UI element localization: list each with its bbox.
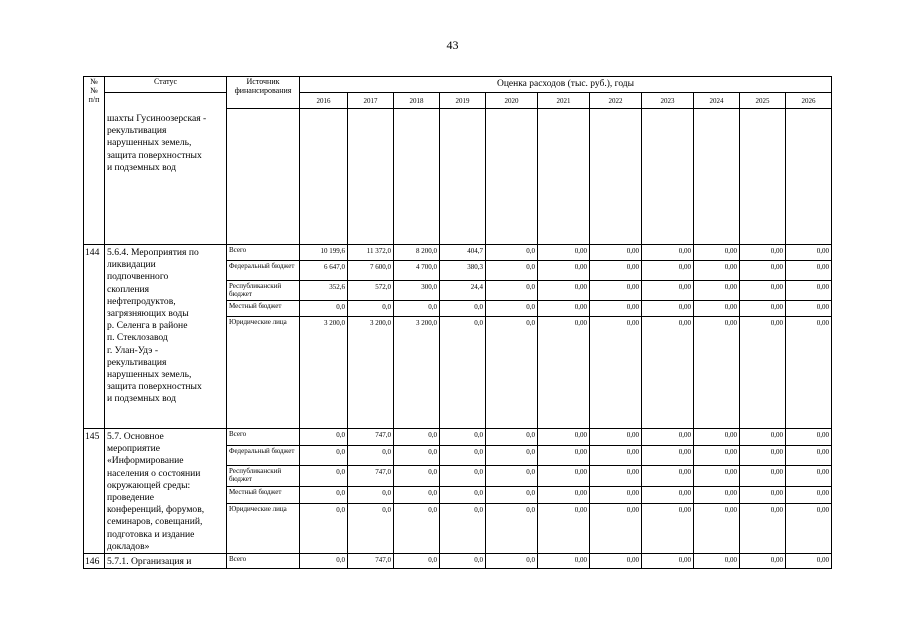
amount-cell: 0,00 xyxy=(786,429,832,446)
amount-cell: 747,0 xyxy=(348,466,394,487)
amount-cell: 0,00 xyxy=(740,466,786,487)
row-number: 145 xyxy=(84,429,105,554)
header-col-status: Статус xyxy=(105,77,227,93)
amount-cell: 0,0 xyxy=(486,317,538,429)
year-header: 2018 xyxy=(394,93,440,109)
source-label: Всего xyxy=(227,245,300,261)
amount-cell: 10 199,6 xyxy=(300,245,348,261)
amount-cell: 0,00 xyxy=(538,429,590,446)
amount-cell: 0,0 xyxy=(300,429,348,446)
amount-cell: 0,0 xyxy=(440,466,486,487)
amount-cell: 3 200,0 xyxy=(348,317,394,429)
source-label: Федеральный бюджет xyxy=(227,261,300,281)
amount-cell: 0,00 xyxy=(590,245,642,261)
amount-cell: 0,00 xyxy=(642,429,694,446)
amount-cell: 300,0 xyxy=(394,281,440,301)
year-header: 2024 xyxy=(694,93,740,109)
amount-cell: 0,0 xyxy=(440,429,486,446)
amount-cell: 0,00 xyxy=(740,445,786,466)
amount-cell: 0,00 xyxy=(694,503,740,553)
empty-cell xyxy=(694,109,740,245)
amount-cell: 0,0 xyxy=(486,487,538,504)
year-header: 2026 xyxy=(786,93,832,109)
status-cell-continued xyxy=(105,93,227,245)
amount-cell: 572,0 xyxy=(348,281,394,301)
amount-cell: 0,00 xyxy=(740,281,786,301)
amount-cell: 0,00 xyxy=(538,487,590,504)
amount-cell: 0,00 xyxy=(740,245,786,261)
amount-cell: 0,0 xyxy=(394,301,440,317)
amount-cell: 0,00 xyxy=(590,261,642,281)
amount-cell: 0,0 xyxy=(394,466,440,487)
amount-cell: 0,00 xyxy=(786,301,832,317)
empty-cell xyxy=(786,109,832,245)
header-row-1 xyxy=(84,77,832,93)
amount-cell: 0,00 xyxy=(694,317,740,429)
amount-cell: 0,0 xyxy=(300,554,348,569)
amount-cell: 404,7 xyxy=(440,245,486,261)
amount-cell: 0,00 xyxy=(740,554,786,569)
header-col-source: Источник финансирования xyxy=(227,77,300,109)
amount-cell: 0,00 xyxy=(590,466,642,487)
amount-cell: 0,00 xyxy=(538,245,590,261)
amount-cell: 0,00 xyxy=(740,261,786,281)
amount-cell: 0,00 xyxy=(694,554,740,569)
amount-cell: 0,0 xyxy=(348,487,394,504)
amount-cell: 0,00 xyxy=(538,301,590,317)
amount-cell: 0,00 xyxy=(538,261,590,281)
amount-cell: 0,00 xyxy=(694,445,740,466)
amount-cell: 0,00 xyxy=(786,261,832,281)
amount-cell: 24,4 xyxy=(440,281,486,301)
amount-cell: 0,00 xyxy=(642,317,694,429)
amount-cell: 0,00 xyxy=(740,317,786,429)
table-row xyxy=(84,554,832,569)
amount-cell: 0,00 xyxy=(786,487,832,504)
year-header: 2023 xyxy=(642,93,694,109)
source-label: Республиканский бюджет xyxy=(227,466,300,487)
amount-cell: 0,0 xyxy=(348,503,394,553)
amount-cell: 0,00 xyxy=(786,554,832,569)
amount-cell: 0,00 xyxy=(642,466,694,487)
row-status: 5.6.4. Мероприятия по ликвидации подпочвенного скопления нефтепродуктов, загрязняющих воды р. Селенга в районе п. Стеклозавод г. Улан-Удэ - рекультивация нарушенных земель, защита поверхностных и подземных вод xyxy=(105,245,227,429)
source-label: Республиканский бюджет xyxy=(227,281,300,301)
year-header: 2020 xyxy=(486,93,538,109)
amount-cell: 0,00 xyxy=(642,245,694,261)
empty-cell xyxy=(440,109,486,245)
row-number: 146 xyxy=(84,554,105,569)
empty-cell xyxy=(538,109,590,245)
amount-cell: 747,0 xyxy=(348,554,394,569)
amount-cell: 0,0 xyxy=(300,466,348,487)
amount-cell: 0,0 xyxy=(300,445,348,466)
amount-cell: 0,00 xyxy=(538,445,590,466)
amount-cell: 0,00 xyxy=(538,503,590,553)
year-header: 2016 xyxy=(300,93,348,109)
row-number: 144 xyxy=(84,245,105,429)
amount-cell: 0,00 xyxy=(642,261,694,281)
empty-cell xyxy=(300,109,348,245)
amount-cell: 0,0 xyxy=(486,261,538,281)
amount-cell: 0,0 xyxy=(486,554,538,569)
amount-cell: 0,0 xyxy=(348,301,394,317)
amount-cell: 0,00 xyxy=(694,487,740,504)
amount-cell: 0,00 xyxy=(642,445,694,466)
source-label: Юридические лица xyxy=(227,503,300,553)
source-label: Местный бюджет xyxy=(227,487,300,504)
amount-cell: 0,00 xyxy=(786,445,832,466)
year-header: 2021 xyxy=(538,93,590,109)
empty-cell xyxy=(642,109,694,245)
amount-cell: 0,00 xyxy=(590,445,642,466)
status-text: шахты Гусиноозерская - рекультивация нарушенных земель, защита поверхностных и подземных вод xyxy=(107,113,207,173)
amount-cell: 0,00 xyxy=(590,429,642,446)
amount-cell: 0,00 xyxy=(694,466,740,487)
expense-table xyxy=(83,76,832,569)
row-status: 5.7.1. Организация и xyxy=(105,554,227,569)
amount-cell: 3 200,0 xyxy=(300,317,348,429)
amount-cell: 0,00 xyxy=(694,281,740,301)
amount-cell: 0,0 xyxy=(394,445,440,466)
amount-cell: 0,00 xyxy=(786,317,832,429)
amount-cell: 0,00 xyxy=(740,429,786,446)
amount-cell: 0,00 xyxy=(694,261,740,281)
amount-cell: 0,0 xyxy=(440,503,486,553)
amount-cell: 0,0 xyxy=(394,503,440,553)
amount-cell: 0,00 xyxy=(694,301,740,317)
amount-cell: 0,00 xyxy=(590,317,642,429)
header-col-no: № № п/п xyxy=(84,77,105,245)
amount-cell: 8 200,0 xyxy=(394,245,440,261)
amount-cell: 0,00 xyxy=(740,487,786,504)
amount-cell: 0,0 xyxy=(348,445,394,466)
amount-cell: 0,00 xyxy=(694,245,740,261)
source-label: Местный бюджет xyxy=(227,301,300,317)
amount-cell: 0,0 xyxy=(486,429,538,446)
amount-cell: 0,00 xyxy=(642,487,694,504)
source-label: Всего xyxy=(227,429,300,446)
amount-cell: 0,00 xyxy=(590,281,642,301)
amount-cell: 0,0 xyxy=(486,245,538,261)
amount-cell: 0,0 xyxy=(394,429,440,446)
header-row-years xyxy=(84,93,832,109)
amount-cell: 0,0 xyxy=(486,503,538,553)
amount-cell: 352,6 xyxy=(300,281,348,301)
amount-cell: 0,00 xyxy=(786,281,832,301)
amount-cell: 0,00 xyxy=(740,503,786,553)
amount-cell: 0,00 xyxy=(740,301,786,317)
amount-cell: 0,00 xyxy=(590,487,642,504)
amount-cell: 3 200,0 xyxy=(394,317,440,429)
source-label: Юридические лица xyxy=(227,317,300,429)
amount-cell: 0,0 xyxy=(486,466,538,487)
source-label: Федеральный бюджет xyxy=(227,445,300,466)
amount-cell: 0,0 xyxy=(394,554,440,569)
amount-cell: 0,00 xyxy=(642,281,694,301)
amount-cell: 0,0 xyxy=(300,503,348,553)
year-header: 2017 xyxy=(348,93,394,109)
table-row xyxy=(84,429,832,446)
page-number: 43 xyxy=(446,38,459,52)
amount-cell: 0,00 xyxy=(538,554,590,569)
empty-cell xyxy=(740,109,786,245)
empty-cell xyxy=(590,109,642,245)
amount-cell: 747,0 xyxy=(348,429,394,446)
amount-cell: 380,3 xyxy=(440,261,486,281)
empty-cell xyxy=(486,109,538,245)
amount-cell: 0,0 xyxy=(440,554,486,569)
header-col-estimate: Оценка расходов (тыс. руб.), годы xyxy=(300,77,832,93)
empty-cell xyxy=(227,109,300,245)
empty-cell xyxy=(394,109,440,245)
amount-cell: 0,00 xyxy=(590,503,642,553)
amount-cell: 0,00 xyxy=(590,301,642,317)
amount-cell: 0,0 xyxy=(300,487,348,504)
amount-cell: 0,0 xyxy=(440,317,486,429)
amount-cell: 0,00 xyxy=(538,281,590,301)
amount-cell: 0,0 xyxy=(440,487,486,504)
amount-cell: 7 600,0 xyxy=(348,261,394,281)
amount-cell: 0,00 xyxy=(538,317,590,429)
amount-cell: 0,0 xyxy=(486,445,538,466)
year-header: 2019 xyxy=(440,93,486,109)
amount-cell: 0,00 xyxy=(642,503,694,553)
amount-cell: 0,0 xyxy=(440,445,486,466)
amount-cell: 0,00 xyxy=(786,503,832,553)
amount-cell: 6 647,0 xyxy=(300,261,348,281)
amount-cell: 0,00 xyxy=(642,554,694,569)
amount-cell: 0,00 xyxy=(538,466,590,487)
amount-cell: 11 372,0 xyxy=(348,245,394,261)
amount-cell: 0,00 xyxy=(786,466,832,487)
amount-cell: 0,00 xyxy=(642,301,694,317)
amount-cell: 0,0 xyxy=(440,301,486,317)
amount-cell: 0,00 xyxy=(786,245,832,261)
year-header: 2022 xyxy=(590,93,642,109)
amount-cell: 0,0 xyxy=(300,301,348,317)
amount-cell: 0,00 xyxy=(590,554,642,569)
table-row xyxy=(84,245,832,261)
year-header: 2025 xyxy=(740,93,786,109)
amount-cell: 0,0 xyxy=(394,487,440,504)
row-status: 5.7. Основное мероприятие «Информирование населения о состоянии окружающей среды: проведение конференций, форумов, семинаров, совещаний, подготовка и издание докладов» xyxy=(105,429,227,554)
source-label: Всего xyxy=(227,554,300,569)
amount-cell: 0,0 xyxy=(486,281,538,301)
amount-cell: 0,00 xyxy=(694,429,740,446)
amount-cell: 4 700,0 xyxy=(394,261,440,281)
amount-cell: 0,0 xyxy=(486,301,538,317)
empty-cell xyxy=(348,109,394,245)
